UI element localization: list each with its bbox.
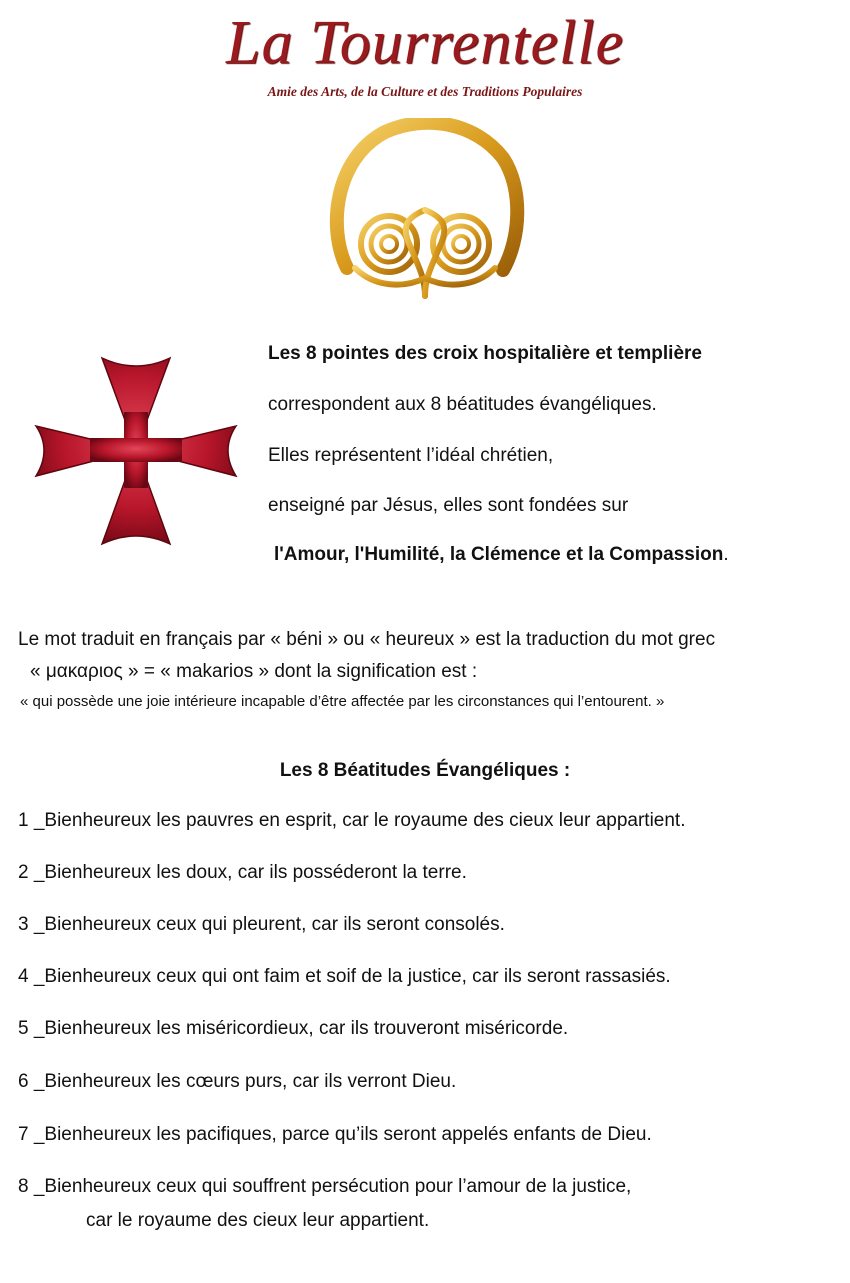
templar-cross-image xyxy=(30,352,242,548)
translation-line-2: « μακαριος » = « makarios » dont la signification est : xyxy=(30,661,478,682)
beatitude-1: 1 _Bienheureux les pauvres en esprit, car le royaume des cieux leur appartient. xyxy=(18,810,686,831)
site-title: La Tourrentelle xyxy=(226,9,624,77)
intro-line-3: Elles représentent l’idéal chrétien, xyxy=(268,445,554,466)
virtues-text: l'Amour, l'Humilité, la Clémence et la Compassion xyxy=(274,544,724,565)
beatitudes-heading: Les 8 Béatitudes Évangéliques : xyxy=(279,760,571,781)
intro-line-5 xyxy=(274,545,729,564)
beatitude-5: 5 _Bienheureux les miséricordieux, car ils trouveront miséricorde. xyxy=(18,1018,569,1039)
beatitude-7: 7 _Bienheureux les pacifiques, parce qu’ils seront appelés enfants de Dieu. xyxy=(18,1124,652,1145)
translation-line-1: Le mot traduit en français par « béni » ou « heureux » est la traduction du mot grec xyxy=(18,629,716,650)
beatitude-6: 6 _Bienheureux les cœurs purs, car ils verront Dieu. xyxy=(18,1071,457,1092)
beatitude-2: 2 _Bienheureux les doux, car ils posséderont la terre. xyxy=(18,862,467,883)
beatitude-3: 3 _Bienheureux ceux qui pleurent, car ils seront consolés. xyxy=(18,914,505,935)
translation-line-3: « qui possède une joie intérieure incapable d’être affectée par les circonstances qui l’entourent. » xyxy=(20,693,665,710)
intro-line-1: Les 8 pointes des croix hospitalière et templière xyxy=(268,343,702,364)
virtues-period: . xyxy=(723,544,729,565)
site-subtitle: Amie des Arts, de la Culture et des Traditions Populaires xyxy=(267,84,583,99)
intro-line-4: enseigné par Jésus, elles sont fondées sur xyxy=(268,495,629,516)
beatitude-4: 4 _Bienheureux ceux qui ont faim et soif de la justice, car ils seront rassasiés. xyxy=(18,966,671,987)
emblem-logo xyxy=(325,118,525,312)
beatitude-8: 8 _Bienheureux ceux qui souffrent persécution pour l’amour de la justice, xyxy=(18,1176,632,1197)
intro-line-2: correspondent aux 8 béatitudes évangéliques. xyxy=(268,394,657,415)
beatitude-8-continuation: car le royaume des cieux leur appartient. xyxy=(86,1210,430,1231)
